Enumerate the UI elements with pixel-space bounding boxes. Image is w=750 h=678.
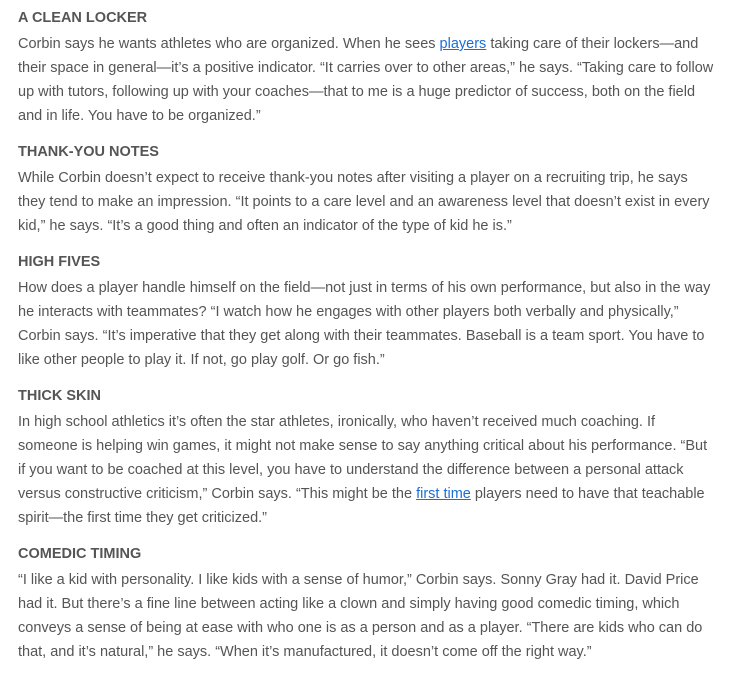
section-heading: HIGH FIVES	[18, 254, 101, 270]
paragraph-text: taking care of their lockers—and their space in general—it’s a positive indicator. “It carries over to other areas,” he says. “Taking care to follow up with tutors, following up with your coaches—that to me is a huge predictor of success, both on the field and in life. You have to be organized.”	[18, 36, 714, 124]
section-paragraph	[18, 410, 718, 530]
section-clean-locker	[18, 8, 718, 128]
section-heading: THICK SKIN	[18, 388, 101, 404]
section-paragraph	[18, 32, 718, 128]
paragraph-text: Corbin says he wants athletes who are organized. When he sees	[18, 36, 440, 52]
section-heading: A CLEAN LOCKER	[18, 10, 148, 26]
section-heading: THANK-YOU NOTES	[18, 144, 159, 160]
section-heading: COMEDIC TIMING	[18, 546, 142, 562]
paragraph-text: players need to have that teachable spirit—the first time they get criticized.”	[18, 486, 705, 526]
paragraph-text: In high school athletics it’s often the star athletes, ironically, who haven’t received much coaching. If someone is helping win games, it might not make sense to say anything critical about his performance. “But if you want to be coached at this level, you have to understand the difference between a personal attack versus constructive criticism,” Corbin says. “This might be the	[18, 414, 708, 502]
section-paragraph: How does a player handle himself on the field—not just in terms of his own performance, but also in the way he interacts with teammates? “I watch how he engages with other players both verbally and physically,” Corbin says. “It’s imperative that they get along with their teammates. Baseball is a team sport. You have to like other people to play it. If not, go play golf. Or go fish.”	[18, 280, 711, 368]
section-paragraph: While Corbin doesn’t expect to receive thank-you notes after visiting a player on a recruiting trip, he says they tend to make an impression. “It points to a care level and an awareness level that doesn’t exist in every kid,” he says. “It’s a good thing and often an indicator of the type of kid he is.”	[18, 170, 710, 234]
section-thank-you-notes	[18, 142, 718, 238]
section-thick-skin	[18, 386, 718, 530]
section-high-fives	[18, 252, 718, 372]
section-paragraph: “I like a kid with personality. I like kids with a sense of humor,” Corbin says. Sonny Gray had it. David Price had it. But there’s a fine line between acting like a clown and simply having good comedic timing, which conveys a sense of being at ease with who one is as a person and as a player. “There are kids who can do that, and it’s natural,” he says. “When it’s manufactured, it doesn’t come off the right way.”	[18, 572, 703, 660]
first-time-link[interactable]: first time	[416, 486, 471, 502]
section-comedic-timing	[18, 544, 718, 664]
players-link[interactable]: players	[439, 36, 487, 52]
